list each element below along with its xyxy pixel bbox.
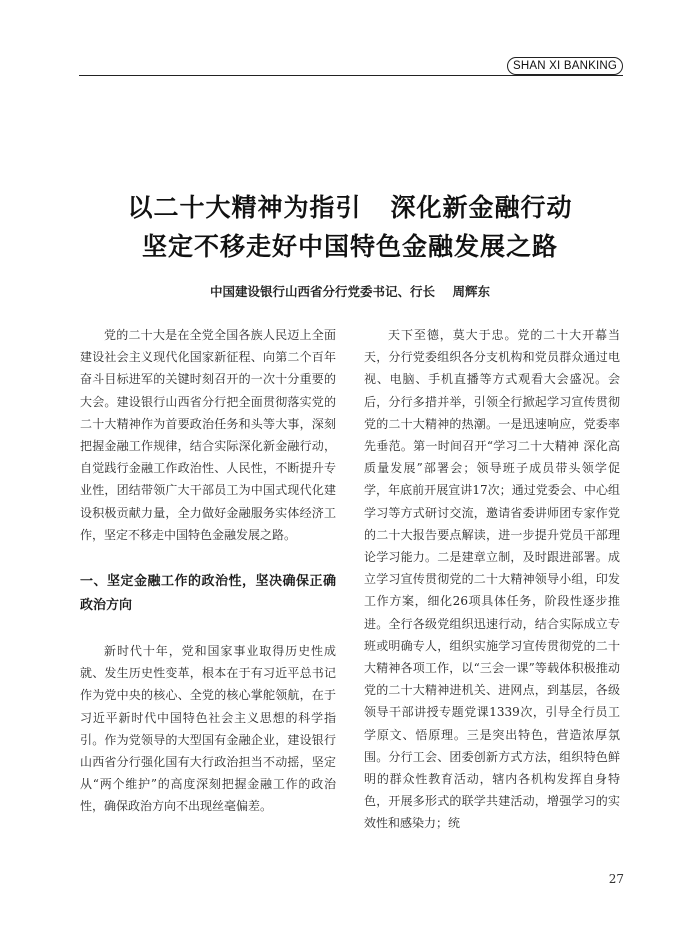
- article-author: 中国建设银行山西省分行党委书记、行长 周辉东: [210, 284, 490, 299]
- title-line-2: 坚定不移走好中国特色金融发展之路: [141, 232, 558, 261]
- title-line-1: 以二十大精神为指引 深化新金融行动: [127, 193, 573, 222]
- left-column: [80, 324, 336, 818]
- right-paragraph-1: 天下至德，莫大于忠。党的二十大开幕当天，分行党委组织各分支机构和党员群众通过电视、电脑、手机直播等方式观看大会盛况。会后，分行多措并举，引领全行掀起学习宣传贯彻党的二十大精神的热潮。一是迅速响应，党委率先垂范。第一时间召开“学习二十大精神 深化高质量发展”部署会；领导班子成员带头领学促学，年底前开展宣讲17次；通过党委会、中心组学习等方式研讨交流，邀请省委讲师团专家作党的二十大报告要点解读，进一步提升党员干部理论学习能力。二是建章立制，及时跟进部署。成立学习宣传贯彻党的二十大精神领导小组，印发工作方案，细化26项具体任务，阶段性逐步推进。全行各级党组织迅速行动，结合实际成立专班或明确专人，组织实施学习宣传贯彻党的二十大精神各项工作，以“三会一课”等载体积极推动党的二十大精神进机关、进网点，到基层，各级领导干部讲授专题党课1339次，引导全行员工学原文、悟原理。三是突出特色，营造浓厚氛围。分行工会、团委创新方式方法，组织特色鲜明的群众性教育活动，辖内各机构发挥自身特色，开展多形式的联学共建活动，增强学习的实效性和感染力；统: [364, 328, 620, 831]
- section-tag: SHAN XI BANKING: [507, 57, 623, 75]
- left-paragraph-1: 党的二十大是在全党全国各族人民迈上全面建设社会主义现代化国家新征程、向第二个百年奋斗目标进军的关键时刻召开的一次十分重要的大会。建设银行山西省分行把全面贯彻落实党的二十大精神作为首要政治任务和头等大事，深刻把握金融工作规律，结合实际深化新金融行动，自觉践行金融工作政治性、人民性，不断提升专业性，团结带领广大干部员工为中国式现代化建设积极贡献力量，全力做好金融服务实体经济工作，坚定不移走中国特色金融发展之路。: [80, 328, 336, 542]
- article-title: [60, 188, 640, 266]
- right-column: [364, 324, 620, 835]
- header-rule: [79, 75, 623, 76]
- left-paragraph-2: 新时代十年，党和国家事业取得历史性成就、发生历史性变革，根本在于有习近平总书记作为党中央的核心、全党的核心掌舵领航，在于习近平新时代中国特色社会主义思想的科学指引。作为党领导的大型国有金融企业，建设银行山西省分行强化国有大行政治担当不动摇，坚定从“两个维护”的高度深刻把握金融工作的政治性，确保政治方向不出现丝毫偏差。: [80, 644, 336, 814]
- section-heading-1: 一、坚定金融工作的政治性，坚决确保正确政治方向: [80, 574, 336, 614]
- page-number: 27: [608, 872, 624, 886]
